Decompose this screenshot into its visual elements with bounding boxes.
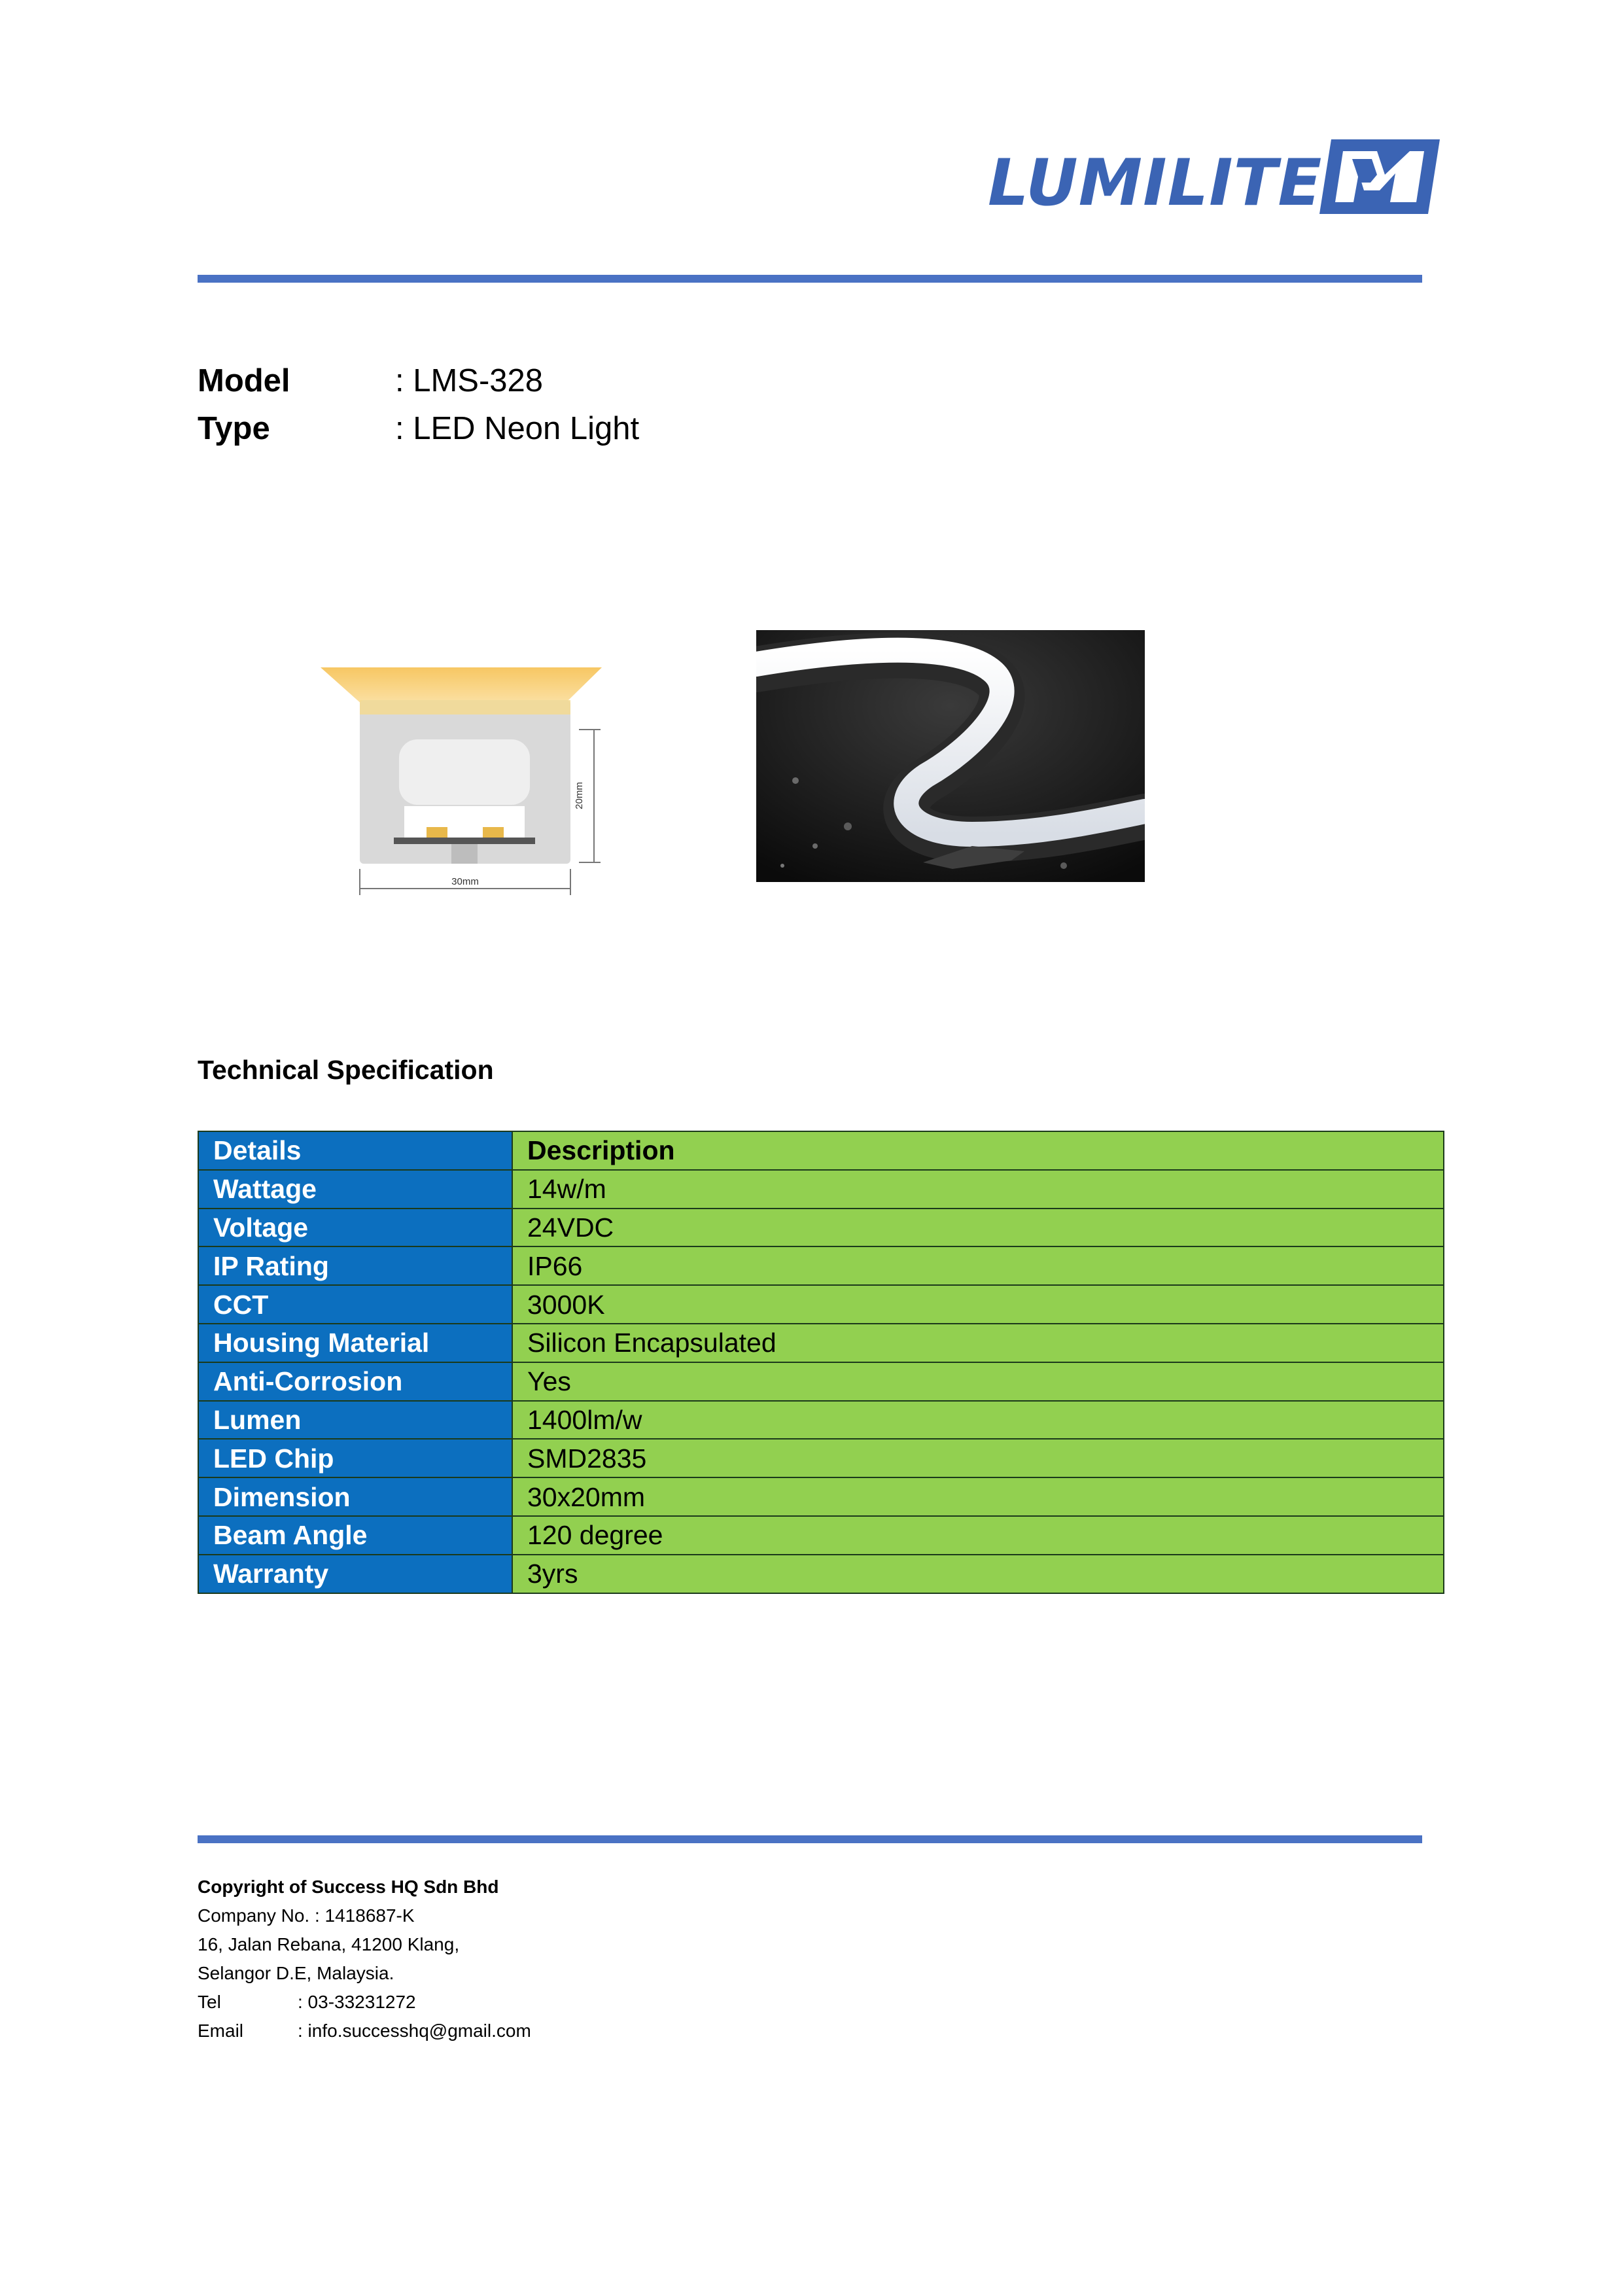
diagram-width-label: 30mm <box>451 876 479 887</box>
spec-description: 24VDC <box>512 1209 1444 1247</box>
spec-detail: Anti-Corrosion <box>198 1362 512 1401</box>
table-row <box>198 1401 1444 1439</box>
footer-company-no: Company No. : 1418687-K <box>198 1905 415 1926</box>
header-divider <box>198 275 1422 283</box>
spec-description: 3yrs <box>512 1555 1444 1593</box>
spec-description: 1400lm/w <box>512 1401 1444 1439</box>
footer-email-label: Email <box>198 2021 244 2041</box>
footer-address-line2: Selangor D.E, Malaysia. <box>198 1963 394 1983</box>
spec-detail: Lumen <box>198 1401 512 1439</box>
spec-detail: Dimension <box>198 1477 512 1516</box>
model-label: Model <box>198 363 290 398</box>
footer-tel-value: : 03-33231272 <box>298 1992 416 2012</box>
spec-detail: LED Chip <box>198 1439 512 1477</box>
spec-description: Silicon Encapsulated <box>512 1324 1444 1362</box>
spec-detail: IP Rating <box>198 1246 512 1285</box>
table-row <box>198 1285 1444 1324</box>
profile-cross-section-diagram <box>321 661 621 910</box>
spec-table <box>198 1131 1444 1594</box>
spec-description: SMD2835 <box>512 1439 1444 1477</box>
brand-logo-text: LUMILITE <box>988 146 1323 221</box>
table-row <box>198 1477 1444 1516</box>
table-row <box>198 1555 1444 1593</box>
type-value: : LED Neon Light <box>395 411 640 446</box>
spec-description: IP66 <box>512 1246 1444 1285</box>
spec-detail: CCT <box>198 1285 512 1324</box>
spec-description: Yes <box>512 1362 1444 1401</box>
spec-table-header-row <box>198 1131 1444 1170</box>
footer-tel-label: Tel <box>198 1992 221 2012</box>
spec-detail: Voltage <box>198 1209 512 1247</box>
spec-detail: Wattage <box>198 1170 512 1209</box>
footer-address-line1: 16, Jalan Rebana, 41200 Klang, <box>198 1934 460 1954</box>
table-row <box>198 1246 1444 1285</box>
spec-detail: Housing Material <box>198 1324 512 1362</box>
table-row <box>198 1170 1444 1209</box>
table-row <box>198 1362 1444 1401</box>
table-row <box>198 1516 1444 1555</box>
footer-copyright: Copyright of Success HQ Sdn Bhd <box>198 1877 499 1897</box>
spec-description: 3000K <box>512 1285 1444 1324</box>
table-row <box>198 1439 1444 1477</box>
spec-description: 30x20mm <box>512 1477 1444 1516</box>
footer-divider <box>198 1835 1422 1843</box>
header-details: Details <box>198 1131 512 1170</box>
spec-heading: Technical Specification <box>198 1055 494 1085</box>
table-row <box>198 1324 1444 1362</box>
table-row <box>198 1209 1444 1247</box>
lumilite-m-logo-icon <box>1312 134 1442 219</box>
product-photo <box>756 630 1145 882</box>
diagram-height-label: 20mm <box>574 782 585 809</box>
spec-description: 120 degree <box>512 1516 1444 1555</box>
footer-email-value: : info.successhq@gmail.com <box>298 2021 531 2041</box>
type-label: Type <box>198 411 270 446</box>
model-value: : LMS-328 <box>395 363 544 398</box>
spec-description: 14w/m <box>512 1170 1444 1209</box>
header-description: Description <box>512 1131 1444 1170</box>
spec-detail: Warranty <box>198 1555 512 1593</box>
spec-detail: Beam Angle <box>198 1516 512 1555</box>
